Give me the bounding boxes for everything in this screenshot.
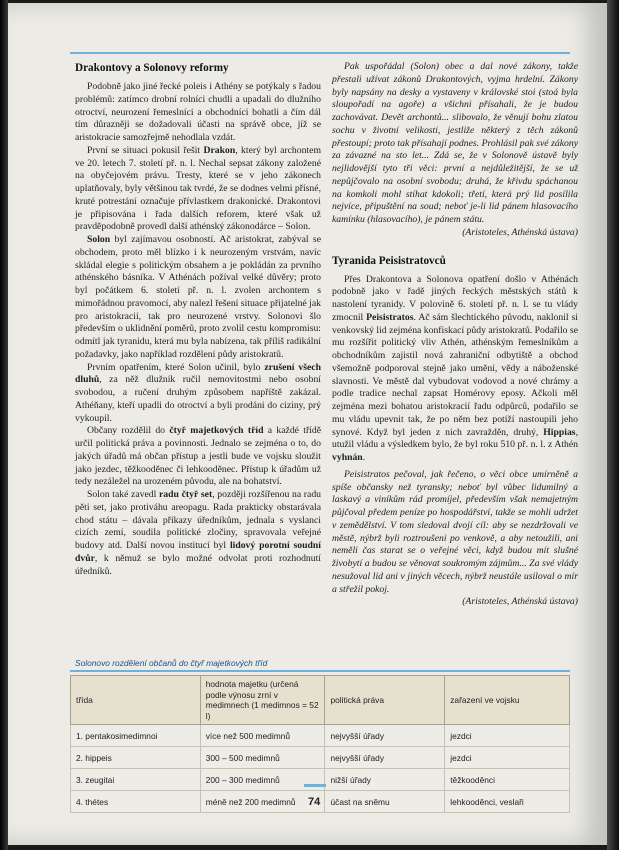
table-accent-rule: [70, 670, 570, 672]
quote-source: (Aristoteles, Athénská ústava): [462, 226, 578, 238]
paragraph-post: byl zajímavou osobností. Ač aristokrat, zabýval se obchodem, proto měl blízko i k neurozeným vrstvám, navíc skládal elegie s politickým obsahem a je pokládán za prvního athénského básníka. V Athénách požíval velké důvěry; proto byl počátkem 6. století př. n. l. zvolen archontem s mimořádnou pravomocí, aby nalezl řešení situace přijatelné jak pro aristokracii, tak pro neurozené vrstvy. Solonovi šlo především o uklidnění poměrů, proto zvolil cestu kompromisu: odmítl jak tyranidu, která mu byla nabízena, tak příliš radikální požadavky, jako například rozdělení půdy aristokratů.: [75, 234, 321, 360]
quote-aristotle-peisistratos: Peisistratos pečoval, jak řečeno, o věci obce umírněně a spíše občansky než tyransky; neboť byl vůbec lidumilný a laskavý a viníkům rád promíjel, především však nemajetným půjčoval předem peníze po hospodářství, takže se mohli udržet v zemědělství. V tom sledoval dvojí cíl: aby se nezdržovali ve městě, nýbrž byli roztroušeni po venkově, a aby netoužili, ani neměli čas starat se o veřejné věci, když budou mít slušné živobytí a budou se věnovat soukromým zájmům... Za své vlády nesužoval lid ani v jiných věcech, nýbrž neustále usiloval o mír a střežil pokoj.: [332, 468, 578, 595]
table-cell: 1. pentakosimedimnoi: [71, 725, 201, 747]
table-cell: jezdci: [445, 725, 570, 747]
table-cell: těžkooděnci: [445, 769, 570, 791]
header-property-value: hodnota majetku (určená podle výnosu zrní v medimnech (1 medimnos = 52 l): [200, 676, 325, 725]
bold-term: lidový porotní soudní dvůr: [75, 540, 321, 564]
paragraph-solon: [75, 234, 321, 362]
table-cell: více než 500 medimnů: [200, 725, 325, 747]
section-heading-tyranny: Tyranida Peisistratovců: [332, 254, 446, 267]
paragraph-pre: Přes Drakontova a Solonova opatření došlo v Athénách podobně jako v řadě jiných řeckých městských států k nastolení tyranidy. V polovině 6. století př. n. l. se tu vlády zmocnil: [332, 273, 578, 323]
paragraph-post: , později rozšířenou na radu pěti set, jako protiváhu areopagu. Rada prakticky obstarávala chod státu – dávala příkazy úředníkům, jednala s vyslanci cizích zemí, soudila politické zločiny, spravovala veřejné budovy atd. Další novou institucí byl: [75, 489, 322, 551]
table-header-row: [71, 676, 570, 725]
header-class: třída: [71, 676, 201, 725]
table-row: [71, 747, 570, 769]
paragraph-pre: První se situaci pokusil řešit: [87, 144, 204, 156]
paragraph-post: .: [362, 452, 366, 463]
table-cell: 200 – 300 medimnů: [200, 769, 325, 791]
page-number-accent: [304, 784, 326, 787]
table-cell: nejvyšší úřady: [325, 725, 445, 747]
table-cell: méně než 200 medimnů: [200, 791, 325, 813]
table-cell: 3. zeugitai: [71, 769, 201, 791]
table-cell: nejvyšší úřady: [325, 747, 445, 769]
bold-term: vyhnán: [332, 452, 363, 463]
bold-term: radu čtyř set: [159, 489, 213, 500]
header-political-rights: politická práva: [325, 676, 445, 725]
paragraph-pre: Solon také zavedl: [87, 489, 159, 500]
paragraph-post: . Ač sám šlechtického původu, naklonil si venkovský lid zejména konfiskací půdy aristokratů. Podařilo se mu rozšířit politický vliv Athén, athénským řemeslníkům a obchodníkům zajistil nová zahraniční odbytiště a obchod všemožně podporoval stejně jako umění, vědy a náboženské slavnosti. Ve městě dal vybudovat vodovod a nové chrámy a podle tradice nechal zapsat Homérovy eposy. Ačkoli měl zejména mezi bohatou aristokracií řadu odpůrců, podařilo se mu vládu upevnit tak, že po něm bez potíží nastoupili jeho synové. Když byl jeden z nich zavražděn, druhý,: [332, 311, 578, 438]
paragraph-drakon: [75, 145, 321, 234]
book-page: [8, 3, 607, 845]
paragraph-post: , který byl archontem ve 20. letech 7. století př. n. l. Nechal sepsat zákony založené na obyčejovém právu. Tresty, které se v jeho zákonech uplatňovaly, byly většinou tak tvrdé, že se dodnes velmi přísné, kruté potrestání označuje přívlastkem drakonické. Drakontovi je připisována i řada dalších reforem, které však už pravděpodobně provedl další athénský zákonodárce – Solon.: [75, 144, 321, 233]
bold-term: Hippias: [543, 426, 576, 438]
quote-source: (Aristoteles, Athénská ústava): [462, 596, 578, 608]
table-cell: 4. thétes: [71, 791, 201, 813]
scan-edge-right: [607, 0, 619, 850]
paragraph-pre: Prvním opatřením, které Solon učinil, bylo: [87, 361, 265, 373]
table-caption: Solonovo rozdělení občanů do čtyř majetkových tříd: [75, 658, 268, 668]
quote-aristotle-solon: Pak uspořádal (Solon) obec a dal nové zákony, takže přestali užívat zákonů Drakontových, vyjma hrdelní. Zákony byly napsány na desky a vystaveny v královské stoi (stoá byla sloupořadí na agoře) a všichni přísahali, že je budou zachovávat. Devět archontů... slibovalo, že věnují bohu zlatou sochu v životní velikosti, jestliže některý z těch zákonů přestoupí; proto tak přísahají podnes. Prohlásil pak své zákony za závazné na sto let... Zdá se, že v Solonově ústavě byly nejlidovější tyto tři věci: první a nejdůležitější, že se už nepůjčovalo na osobní svobodu; druhá, že křivdu spáchanou na komkoli mohl stíhat kdokoli; třetí, která prý lid posílila nejvíce, připuštění na soud; neboť je-li lid pánem hlasovacího kamínku (hlasovacího), je pánem státu.: [332, 61, 578, 225]
top-accent-rule: [70, 52, 570, 54]
section-heading-reforms: Drakontovy a Solonovy reformy: [75, 62, 229, 74]
bold-term: Solon: [87, 234, 111, 245]
table-cell: účast na sněmu: [325, 791, 445, 813]
table-cell: lehkooděnci, veslaři: [445, 791, 570, 813]
header-military-role: zařazení ve vojsku: [445, 676, 570, 725]
table-row: [71, 769, 570, 791]
table-cell: 300 – 500 medimnů: [200, 747, 325, 769]
table-cell: 2. hippeis: [71, 747, 201, 769]
scan-edge-left: [0, 0, 8, 850]
table-row: [71, 725, 570, 747]
paragraph-post: , k němuž se bylo možné odvolat proti rozhodnutí úředníků.: [75, 552, 321, 577]
bold-term: zrušení všech dluhů: [75, 361, 321, 386]
paragraph-council: [75, 489, 321, 578]
bold-term: Peisistratos: [366, 311, 414, 323]
paragraph-post: a každé třídě určil politická práva a povinnosti. Jednalo se zejména o to, do jakých úřadů má občan přístup a jestli bude ve vojsku sloužit jako jezdec, těžkooděnec či lehkooděnec. Přístup k úřadům už tedy nezáležel na urozeném původu, ale na bohatství.: [75, 425, 322, 488]
property-classes-table: [70, 675, 570, 813]
paragraph-pre: Občany rozdělil do: [87, 425, 170, 437]
left-column: [75, 61, 321, 578]
page-number: 74: [308, 796, 321, 808]
paragraph-post: , za něž dlužník ručil nemovitostmi nebo osobní svobodou, a ručení druhým způsobem napříště zakázal. Athéňany, kteří upadli do otroctví a byli prodáni do ciziny, prý vykoupil.: [75, 374, 321, 424]
paragraph-peisistratos: [332, 274, 578, 465]
table-cell: nižší úřady: [325, 769, 445, 791]
right-column: [332, 61, 578, 609]
bold-term: Drakon: [203, 144, 236, 156]
table-cell: jezdci: [445, 747, 570, 769]
bold-term: čtyř majetkových tříd: [169, 425, 264, 437]
paragraph-intro: Podobně jako jiné řecké poleis i Athény se potýkaly s řadou problémů: zatímco drobní rolníci chudli a upadali do dlužního otroctví, neurození řemeslníci a obchodníci bohatli a čím dál tím důrazněji se dožadovali účasti na správě obce, jíž se aristokracie samozřejmě nehodlala vzdát.: [75, 81, 321, 143]
paragraph-classes: [75, 425, 321, 489]
paragraph-debts: [75, 362, 321, 426]
paragraph-post: , utužil vládu a výsledkem bylo, že byl roku 510 př. n. l. z Athén: [332, 426, 578, 451]
